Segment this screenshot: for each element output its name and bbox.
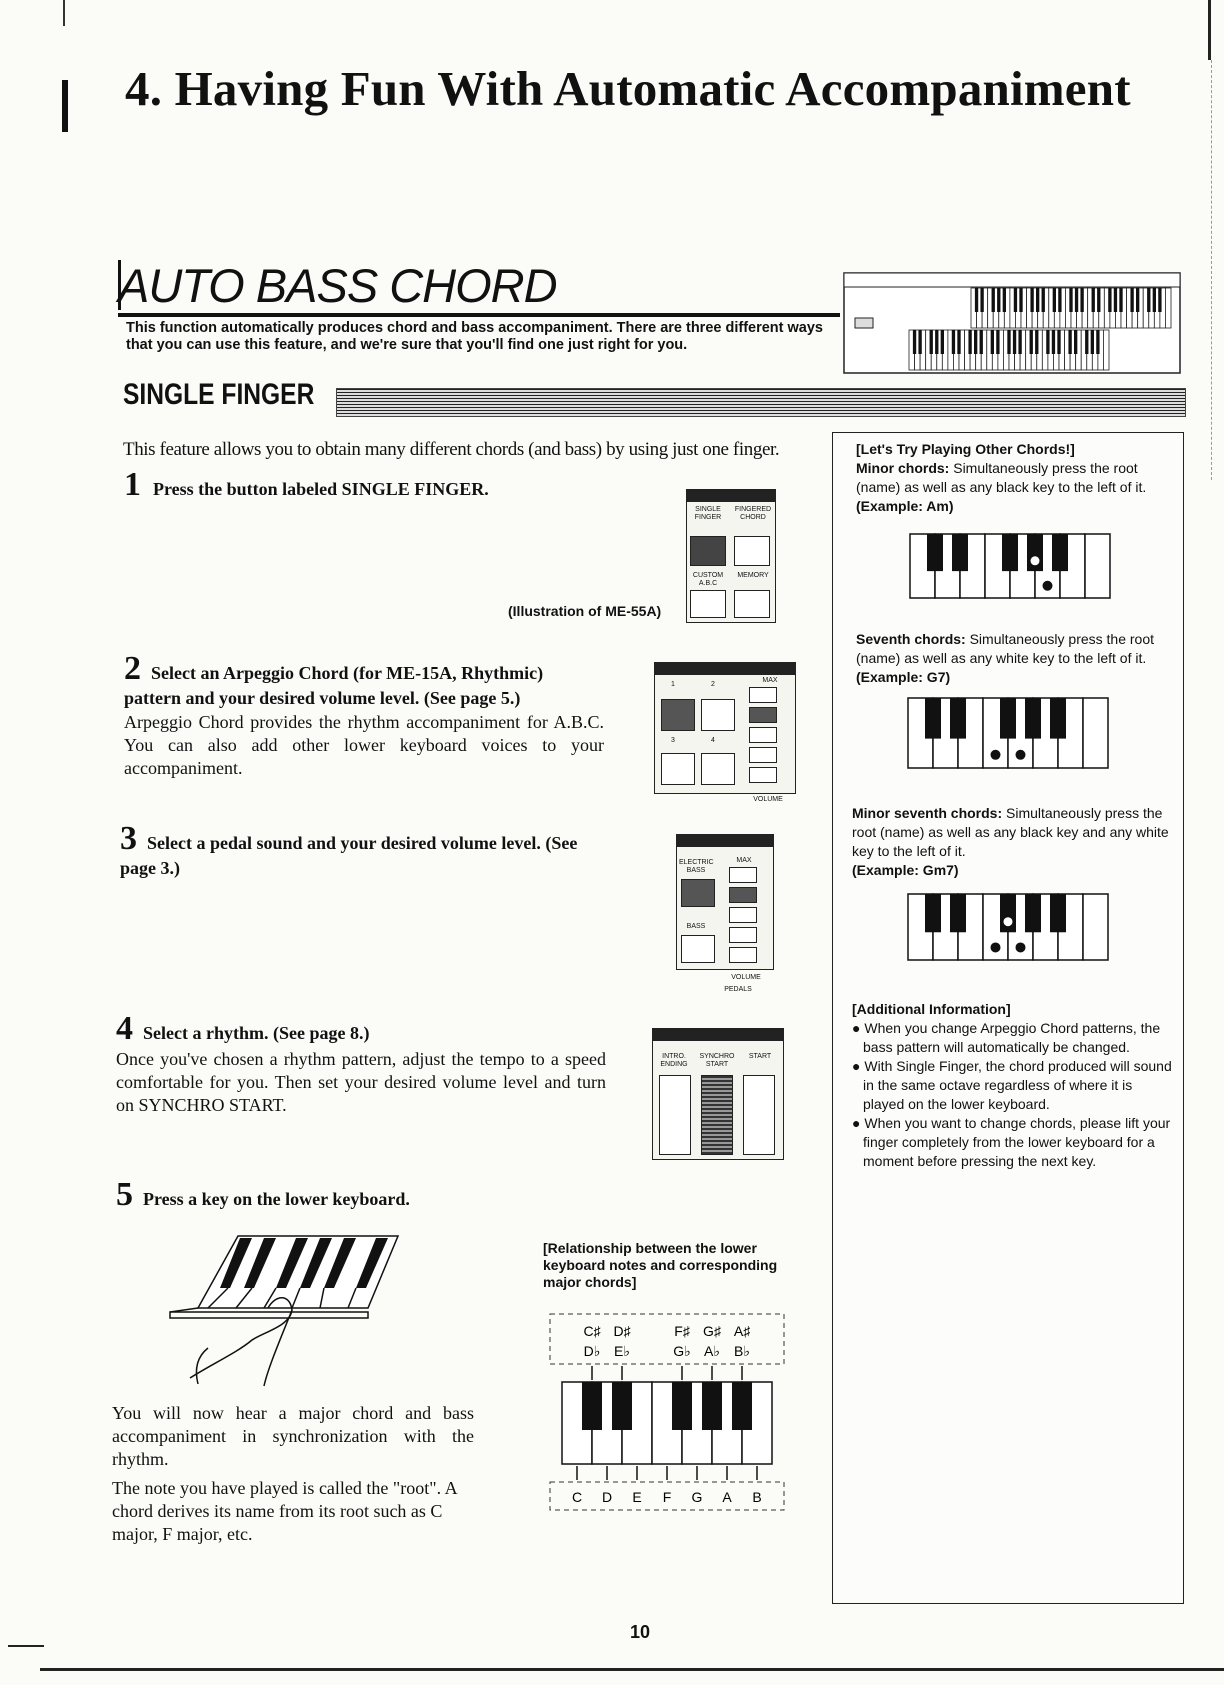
black-key bbox=[925, 698, 941, 739]
black-key bbox=[1085, 330, 1088, 354]
white-key bbox=[1083, 894, 1108, 960]
button-4-label: 4 bbox=[711, 737, 715, 744]
additional-heading: [Additional Information] bbox=[852, 1001, 1011, 1017]
black-key bbox=[1007, 330, 1010, 354]
step-heading: Select a pedal sound and your desired volume level. (See page 3.) bbox=[120, 833, 578, 878]
bass-voices-panel bbox=[676, 834, 774, 970]
natural-note-label: B bbox=[752, 1489, 762, 1505]
result-paragraph-2: The note you have played is called the "root". A chord derives its name from its root such as C major, F major, etc. bbox=[112, 1478, 457, 1544]
black-key bbox=[732, 1382, 752, 1430]
black-key bbox=[1018, 330, 1021, 354]
pressed-white-key-marker bbox=[1016, 750, 1026, 760]
black-key bbox=[935, 330, 938, 354]
intro-ending-label: INTRO. ENDING bbox=[660, 1053, 688, 1068]
flat-note-label: B♭ bbox=[734, 1343, 750, 1359]
result-paragraph-1: You will now hear a major chord and bass accompaniment in synchronization with the rhythm. bbox=[112, 1403, 474, 1469]
minor-seventh-section bbox=[852, 804, 1174, 880]
step-body: Arpeggio Chord provides the rhythm accompaniment for A.B.C. You can also add other lower keyboard voices to your accompaniment. bbox=[124, 712, 604, 778]
pressed-black-key-marker bbox=[1030, 556, 1040, 566]
black-key bbox=[1053, 288, 1056, 312]
black-key bbox=[1030, 330, 1033, 354]
step-number: 3 bbox=[120, 820, 137, 857]
step-3 bbox=[120, 820, 610, 879]
minor-example: (Example: Am) bbox=[856, 498, 954, 514]
page-title: 4. Having Fun With Automatic Accompaniment bbox=[125, 61, 1131, 116]
black-key bbox=[941, 330, 944, 354]
volume-step[interactable] bbox=[729, 927, 757, 943]
volume-step[interactable] bbox=[749, 767, 777, 783]
custom-abc-button[interactable] bbox=[690, 590, 726, 618]
rhythm-panel bbox=[652, 1028, 784, 1160]
natural-note-label: C bbox=[571, 1489, 583, 1505]
black-key bbox=[1130, 288, 1133, 312]
black-key bbox=[1050, 894, 1066, 932]
electric-bass-button[interactable] bbox=[681, 879, 715, 907]
step-2 bbox=[124, 650, 604, 780]
page-edge-mark bbox=[1208, 0, 1211, 60]
bottom-mark bbox=[8, 1645, 44, 1647]
black-key bbox=[950, 698, 966, 739]
natural-note-label: A bbox=[722, 1489, 732, 1505]
volume-step[interactable] bbox=[729, 907, 757, 923]
step-heading: Select an Arpeggio Chord (for ME-15A, Rhythmic) pattern and your desired volume level. (See page 5.) bbox=[124, 663, 544, 708]
black-key bbox=[1025, 894, 1041, 932]
step-number: 2 bbox=[124, 650, 141, 687]
bass-button[interactable] bbox=[681, 935, 715, 963]
black-key bbox=[980, 330, 983, 354]
sharp-note-label: A♯ bbox=[733, 1323, 751, 1339]
section-title: AUTO BASS CHORD bbox=[118, 259, 557, 312]
black-key bbox=[927, 534, 943, 571]
natural-note-label: D bbox=[601, 1489, 613, 1505]
black-key bbox=[996, 330, 999, 354]
black-key bbox=[1119, 288, 1122, 312]
minor-seventh-text: Simultaneously press the root (name) as well as any black key and any white key to the left of it. bbox=[852, 805, 1169, 859]
volume-step[interactable] bbox=[749, 747, 777, 763]
pressed-white-key-marker bbox=[991, 750, 1001, 760]
black-key bbox=[672, 1382, 692, 1430]
minor-seventh-example: (Example: Gm7) bbox=[852, 862, 959, 878]
black-key bbox=[1050, 698, 1066, 739]
relationship-title: [Relationship between the lower keyboard notes and corresponding major chords] bbox=[543, 1240, 778, 1290]
black-key bbox=[980, 288, 983, 312]
bottom-rule bbox=[40, 1668, 1224, 1671]
black-key bbox=[1158, 288, 1161, 312]
info-bullet: ● With Single Finger, the chord produced will sound in the same octave regardless of where it is played on the lower keyboard. bbox=[852, 1058, 1172, 1112]
black-key bbox=[1052, 534, 1068, 571]
black-key bbox=[612, 1382, 632, 1430]
arpeggio-button-2[interactable] bbox=[701, 699, 735, 731]
button-2-label: 2 bbox=[711, 681, 715, 688]
info-bullet: ● When you change Arpeggio Chord patterns, the bass pattern will automatically be changed. bbox=[852, 1020, 1161, 1055]
volume-label: VOLUME bbox=[753, 796, 783, 803]
custom-abc-label: CUSTOM A.B.C bbox=[692, 572, 724, 587]
pedals-label: PEDALS bbox=[724, 986, 752, 993]
sharp-note-label: C♯ bbox=[583, 1323, 601, 1339]
bass-label: BASS bbox=[686, 923, 706, 930]
black-key bbox=[1030, 288, 1033, 312]
white-key bbox=[1165, 288, 1171, 328]
volume-step[interactable] bbox=[749, 687, 777, 703]
synchro-start-button[interactable] bbox=[701, 1075, 733, 1155]
sharp-note-label: F♯ bbox=[674, 1323, 690, 1339]
flat-note-label: A♭ bbox=[704, 1343, 720, 1359]
title-marker bbox=[62, 80, 68, 132]
organ-keyboard-illustration bbox=[843, 272, 1183, 376]
gm7-chord-keyboard bbox=[906, 892, 1112, 964]
am-chord-keyboard bbox=[908, 532, 1114, 602]
synchro-start-label: SYNCHRO START bbox=[699, 1053, 735, 1068]
single-finger-label: SINGLE FINGER bbox=[694, 506, 722, 521]
volume-step[interactable] bbox=[729, 947, 757, 963]
seventh-chords-text: Simultaneously press the root (name) as well as any white key to the left of it. bbox=[856, 631, 1155, 666]
fingered-chord-label: FINGERED CHORD bbox=[734, 506, 772, 521]
seventh-chords-head: Seventh chords: bbox=[856, 631, 966, 647]
start-button[interactable] bbox=[743, 1075, 775, 1155]
natural-note-label: G bbox=[691, 1489, 703, 1505]
step-heading: Press the button labeled SINGLE FINGER. bbox=[153, 479, 489, 499]
black-key bbox=[918, 330, 921, 354]
volume-step[interactable] bbox=[749, 727, 777, 743]
step-4 bbox=[116, 1010, 606, 1117]
info-bullet: ● When you want to change chords, please lift your finger completely from the lower keyboard for a moment before pressing the next key. bbox=[852, 1115, 1171, 1169]
black-key bbox=[1036, 288, 1039, 312]
black-key bbox=[925, 894, 941, 932]
g7-chord-keyboard bbox=[906, 696, 1112, 772]
step-number: 1 bbox=[124, 466, 141, 503]
white-key bbox=[1085, 534, 1110, 598]
step-5 bbox=[116, 1176, 606, 1214]
black-key bbox=[913, 330, 916, 354]
black-key bbox=[974, 330, 977, 354]
black-key bbox=[991, 330, 994, 354]
black-key bbox=[975, 288, 978, 312]
arpeggio-button-1[interactable] bbox=[661, 699, 695, 731]
volume-step[interactable] bbox=[729, 887, 757, 903]
white-key bbox=[1083, 698, 1108, 768]
black-key bbox=[702, 1382, 722, 1430]
black-key bbox=[1108, 288, 1111, 312]
black-key bbox=[1096, 330, 1099, 354]
seventh-section bbox=[856, 630, 1174, 687]
black-key bbox=[1147, 288, 1150, 312]
natural-note-label: F bbox=[662, 1489, 672, 1505]
black-key bbox=[1153, 288, 1156, 312]
black-key bbox=[992, 288, 995, 312]
black-key bbox=[1035, 330, 1038, 354]
flat-note-label: E♭ bbox=[614, 1343, 630, 1359]
black-key bbox=[1052, 330, 1055, 354]
page-number: 10 bbox=[630, 1622, 651, 1642]
black-key bbox=[1014, 288, 1017, 312]
black-key bbox=[1000, 698, 1016, 739]
feature-intro: This feature allows you to obtain many different chords (and bass) by using just one finger. bbox=[123, 439, 780, 460]
black-key bbox=[1075, 288, 1078, 312]
minor-seventh-head: Minor seventh chords: bbox=[852, 805, 1003, 821]
black-key bbox=[1058, 288, 1061, 312]
single-finger-button[interactable] bbox=[690, 536, 726, 566]
hand-pressing-key-illustration bbox=[168, 1228, 408, 1388]
black-key bbox=[1057, 330, 1060, 354]
section-intro: This function automatically produces chord and bass accompaniment. There are three different ways that you can use this feature, and we're sure that you'll find one just right for you. bbox=[126, 320, 823, 353]
black-key bbox=[968, 330, 971, 354]
arpeggio-chord-panel bbox=[654, 662, 796, 794]
abc-button-panel bbox=[686, 489, 776, 623]
black-key bbox=[1074, 330, 1077, 354]
volume-label: VOLUME bbox=[731, 974, 761, 981]
black-key bbox=[582, 1382, 602, 1430]
corner-mark bbox=[63, 0, 65, 26]
black-key bbox=[1091, 330, 1094, 354]
black-key bbox=[1002, 534, 1018, 571]
fingered-chord-button[interactable] bbox=[734, 536, 770, 566]
subsection-band bbox=[336, 388, 1186, 417]
button-3-label: 3 bbox=[671, 737, 675, 744]
black-key bbox=[997, 288, 1000, 312]
sidebar-heading: [Let's Try Playing Other Chords!] bbox=[856, 441, 1075, 457]
sharp-note-label: D♯ bbox=[613, 1323, 631, 1339]
button-1-label: 1 bbox=[671, 681, 675, 688]
black-key bbox=[1068, 330, 1071, 354]
step-heading: Select a rhythm. (See page 8.) bbox=[143, 1023, 370, 1043]
black-key bbox=[1046, 330, 1049, 354]
section-rule bbox=[118, 313, 840, 317]
black-key bbox=[1003, 288, 1006, 312]
intro-ending-button[interactable] bbox=[659, 1075, 691, 1155]
step-number: 5 bbox=[116, 1176, 133, 1213]
sidebar-content bbox=[856, 440, 1174, 516]
additional-info bbox=[852, 1000, 1174, 1171]
step-heading: Press a key on the lower keyboard. bbox=[143, 1189, 410, 1209]
max-label: MAX bbox=[736, 857, 752, 864]
black-key bbox=[1092, 288, 1095, 312]
volume-step[interactable] bbox=[729, 867, 757, 883]
start-label: START bbox=[748, 1053, 772, 1060]
seventh-example: (Example: G7) bbox=[856, 669, 951, 685]
pressed-white-key-marker bbox=[991, 942, 1001, 952]
black-key bbox=[952, 534, 968, 571]
black-key bbox=[1019, 288, 1022, 312]
subsection-title: SINGLE FINGER bbox=[123, 378, 315, 411]
minor-chords-head: Minor chords: bbox=[856, 460, 950, 476]
black-key bbox=[1013, 330, 1016, 354]
arpeggio-button-4[interactable] bbox=[701, 753, 735, 785]
pressed-black-key-marker bbox=[1003, 917, 1013, 927]
natural-note-label: E bbox=[632, 1489, 642, 1505]
step-number: 4 bbox=[116, 1010, 133, 1047]
sharp-note-label: G♯ bbox=[703, 1323, 721, 1339]
arpeggio-button-3[interactable] bbox=[661, 753, 695, 785]
black-key bbox=[950, 894, 966, 932]
pressed-white-key-marker bbox=[1016, 942, 1026, 952]
pressed-white-key-marker bbox=[1043, 581, 1053, 591]
memory-label: MEMORY bbox=[737, 572, 769, 579]
black-key bbox=[1136, 288, 1139, 312]
page-edge-dash bbox=[1211, 60, 1212, 480]
black-key bbox=[1025, 698, 1041, 739]
illustration-caption: (Illustration of ME-55A) bbox=[508, 603, 662, 619]
memory-button[interactable] bbox=[734, 590, 770, 618]
max-label: MAX bbox=[762, 677, 778, 684]
flat-note-label: D♭ bbox=[583, 1343, 601, 1359]
volume-step[interactable] bbox=[749, 707, 777, 723]
black-key bbox=[952, 330, 955, 354]
black-key bbox=[957, 330, 960, 354]
chord-relationship-diagram bbox=[548, 1312, 788, 1514]
minor-chords-text: Simultaneously press the root (name) as well as any black key to the left of it. bbox=[856, 460, 1147, 495]
white-key bbox=[1103, 330, 1109, 370]
black-key bbox=[1069, 288, 1072, 312]
black-key bbox=[1114, 288, 1117, 312]
black-key bbox=[1097, 288, 1100, 312]
black-key bbox=[1080, 288, 1083, 312]
step-body: Once you've chosen a rhythm pattern, adjust the tempo to a speed comfortable for you. Then set your desired volume level and turn on SYNCHRO START. bbox=[116, 1049, 606, 1115]
black-key bbox=[930, 330, 933, 354]
step-1 bbox=[124, 466, 489, 504]
black-key bbox=[1042, 288, 1045, 312]
flat-note-label: G♭ bbox=[673, 1343, 691, 1359]
electric-bass-label: ELECTRIC BASS bbox=[679, 859, 714, 874]
